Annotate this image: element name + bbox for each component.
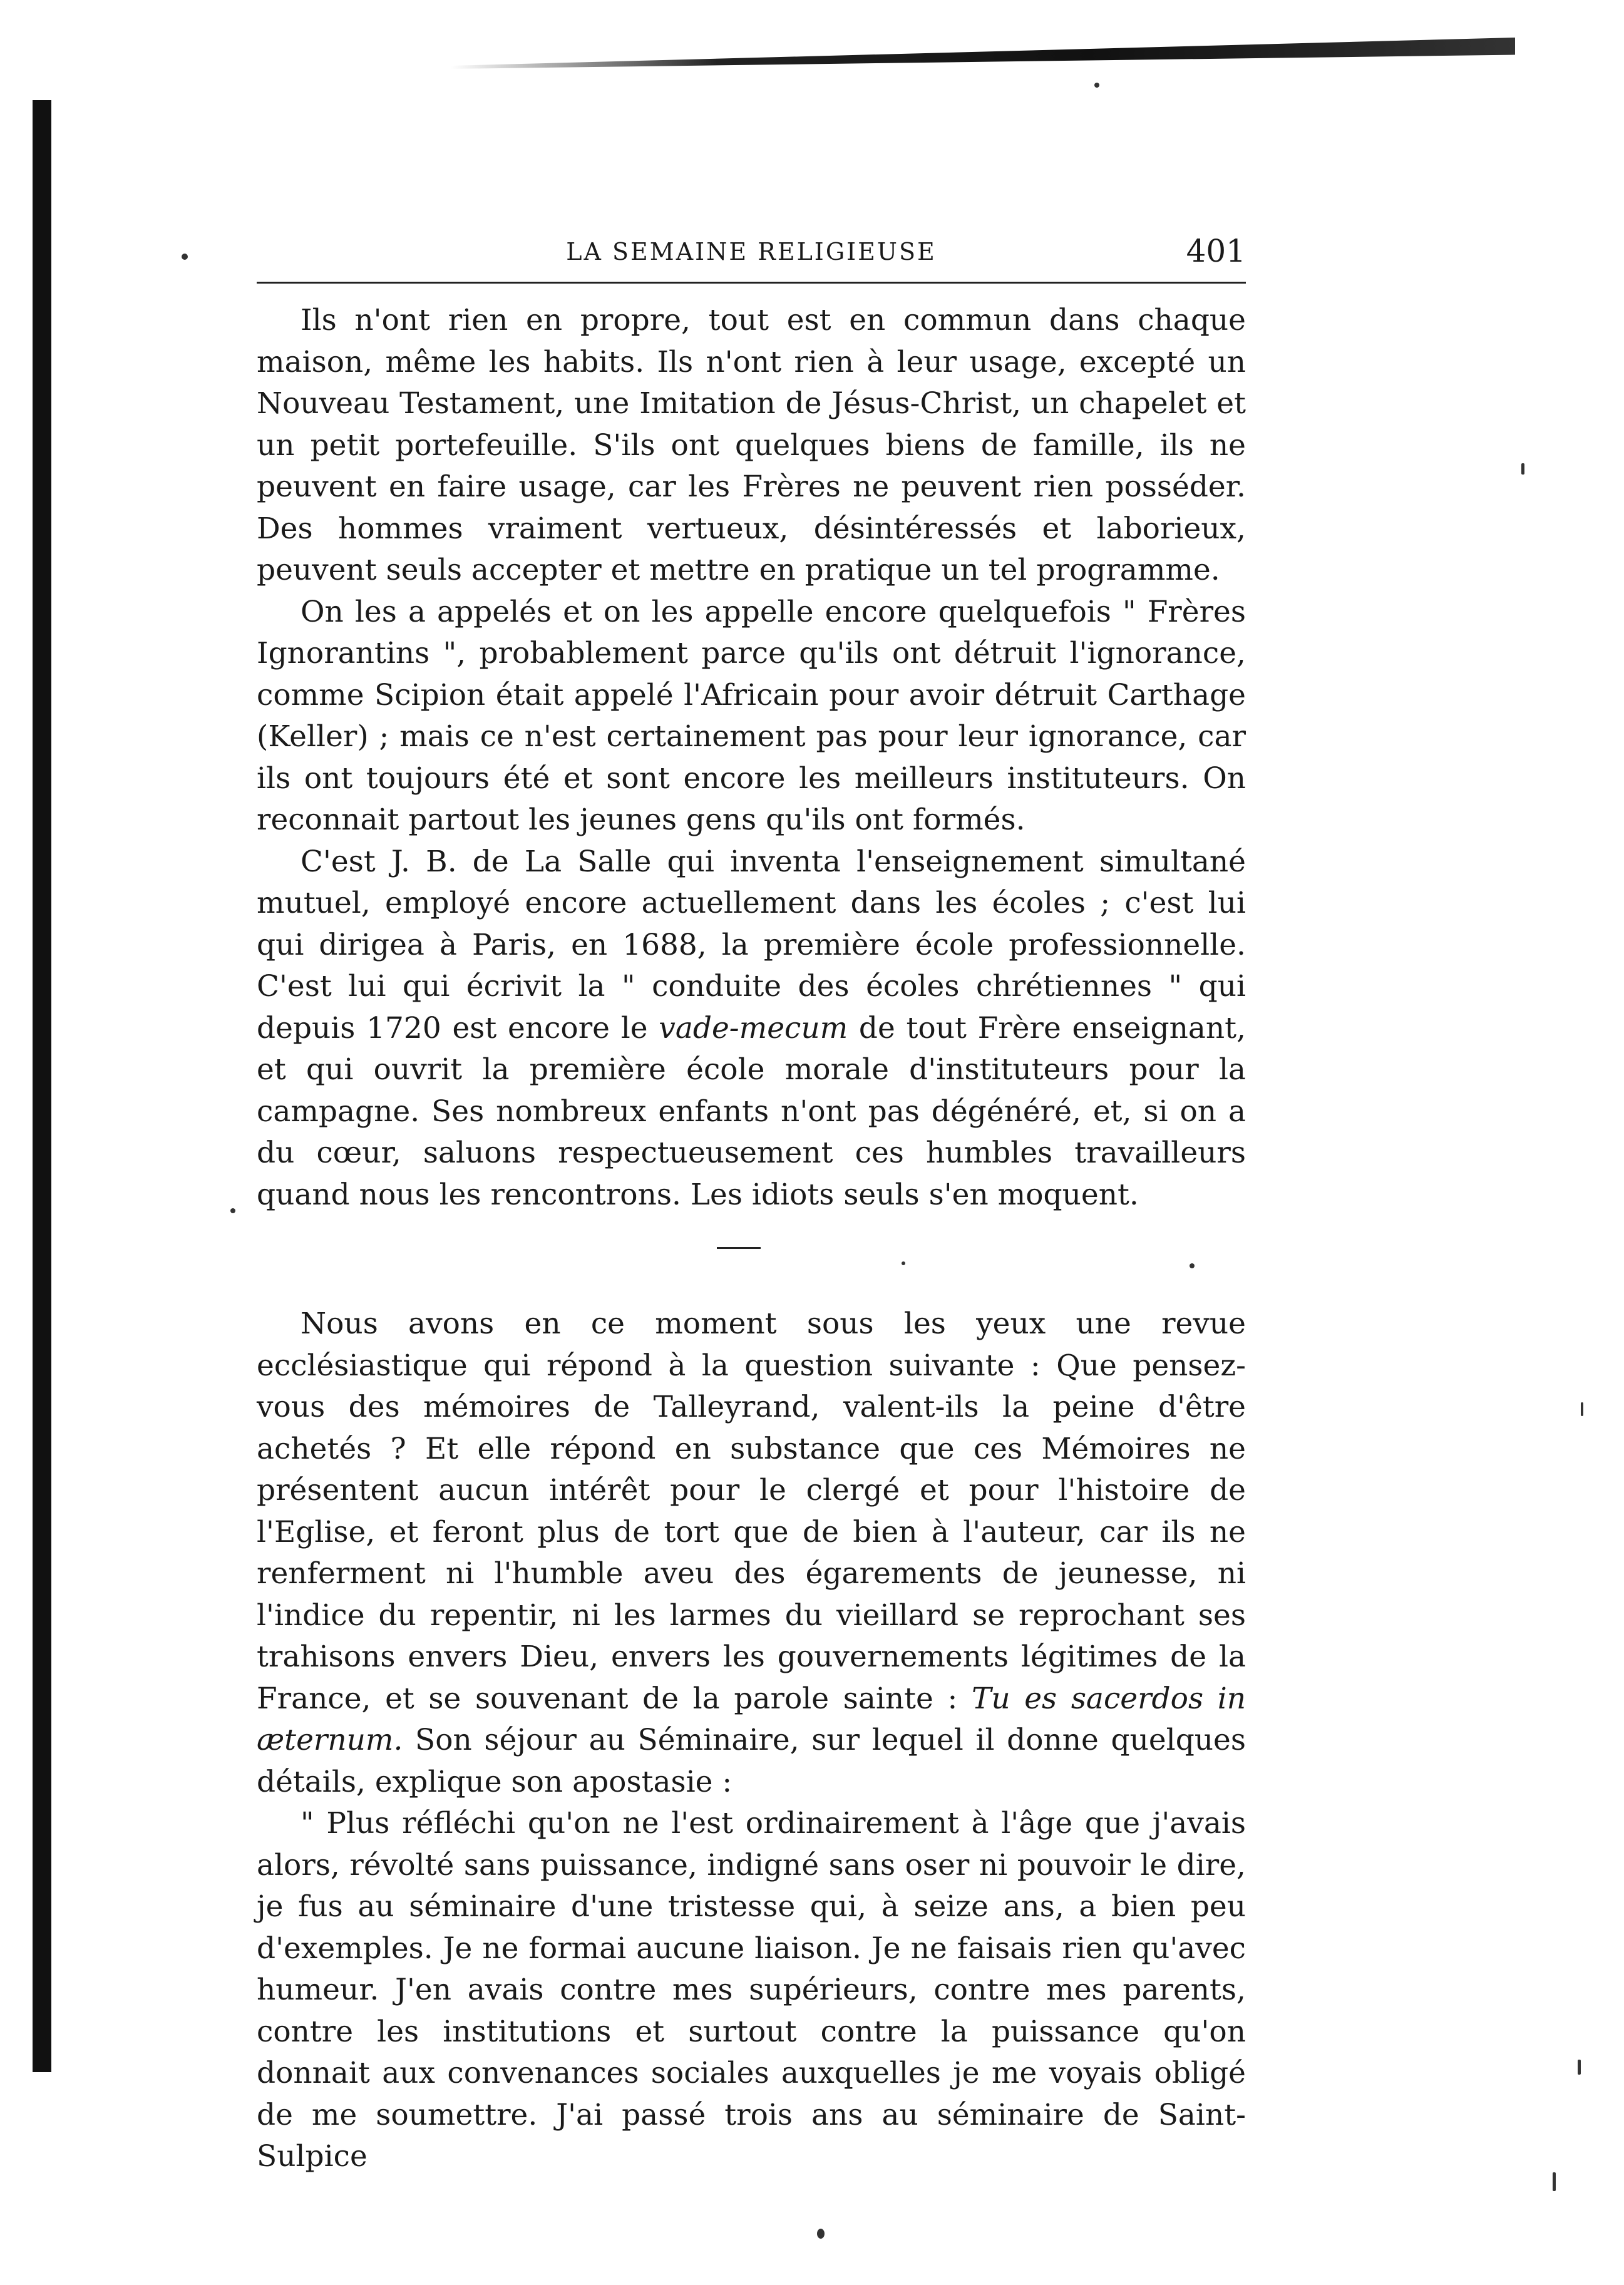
text-run: Nous avons en ce moment sous les yeux une revue ecclésiastique qui répond à la question suivante : Que pensez-vous des mémoires de Talleyrand, valent-ils la peine d'être achetés ? Et elle répond en substance que ces Mémoires ne présentent aucun intérêt pour le clergé et pour l'histoire de l'Eglise, et feront plus de tort que de bien à l'auteur, car ils ne renferment ni l'humble aveu des égarements de jeunesse, ni l'indice du repentir, ni les larmes du vieillard se reprochant ses trahisons envers Dieu, envers les gouvernements légitimes de la France, et se souvenant de la parole sainte : [257, 1307, 1246, 1716]
italic-term: vade-mecum [659, 1010, 848, 1045]
section-separator [257, 1216, 1246, 1303]
running-title: LA SEMAINE RELIGIEUSE [566, 238, 937, 265]
scan-speck [817, 2229, 825, 2239]
scan-edge-shadow [33, 100, 51, 2072]
text-run: C'est J. B. de La Salle qui inventa l'enseignement simultané mutuel, employé encore actuellement dans les écoles ; c'est lui qui dirigea à Paris, en 1688, la première école professionnelle. C'est lui qui écrivit la " conduite des écoles chrétiennes " qui depuis 1720 est encore le [257, 844, 1246, 1045]
text-run: Son séjour au Séminaire, sur lequel il donne quelques détails, explique son apostasie : [257, 1723, 1246, 1799]
scan-top-streak [451, 38, 1515, 69]
paragraph-freres-ignorantins: On les a appelés et on les appelle encore quelquefois " Frères Ignorantins ", probablement parce qu'ils ont détruit l'ignorance, comme Scipion était appelé l'Africain pour avoir détruit Carthage (Keller) ; mais ce n'est certainement pas pour leur ignorance, car ils ont toujours été et sont encore les meilleurs instituteurs. On reconnait partout les jeunes gens qu'ils ont formés. [257, 594, 1246, 837]
scan-speck [230, 1208, 235, 1213]
scan-speck [1581, 1402, 1583, 1416]
running-head [257, 232, 1246, 284]
scan-speck [1521, 463, 1524, 475]
scan-speck [1578, 2060, 1581, 2075]
text-run: de tout Frère enseignant, et qui ouvrit la première école morale d'instituteurs pour la campagne. Ses nombreux enfants n'ont pas dégénéré, et, si on a du cœur, saluons respectueusement ces humbles travailleurs quand nous les rencontrons. Les idiots seuls s'en moquent. [257, 1010, 1246, 1212]
scan-speck [1553, 2172, 1556, 2191]
scan-speck [182, 254, 188, 260]
separator-dash [717, 1247, 761, 1249]
page-number: 401 [1186, 233, 1246, 269]
page-content [257, 232, 1246, 2178]
paragraph-talleyrand-review [257, 1303, 1246, 1803]
scan-speck [1094, 83, 1099, 88]
paragraph-brothers-possessions: Ils n'ont rien en propre, tout est en commun dans chaque maison, même les habits. Ils n'ont rien à leur usage, excepté un Nouveau Testament, une Imitation de Jésus-Christ, un chapelet et un petit portefeuille. S'ils ont quelques biens de famille, ils ne peuvent en faire usage, car les Frères ne peuvent rien posséder. Des hommes vraiment vertueux, désintéressés et laborieux, peuvent seuls accepter et mettre en pratique un tel programme. [257, 303, 1246, 587]
italic-quotation: Tu es sacerdos in æternum. [257, 1681, 1246, 1757]
paragraph-talleyrand-quote: " Plus réfléchi qu'on ne l'est ordinairement à l'âge que j'avais alors, révolté sans puissance, indigné sans oser ni pouvoir le dire, je fus au séminaire d'une tristesse qui, à seize ans, a bien peu d'exemples. Je ne formai aucune liaison. Je ne faisais rien qu'avec humeur. J'en avais contre mes supérieurs, contre mes parents, contre les institutions et surtout contre la puissance qu'on donnait aux convenances sociales auxquelles je me voyais obligé de me soumettre. J'ai passé trois ans au séminaire de Saint-Sulpice [257, 1806, 1246, 2174]
paragraph-la-salle [257, 841, 1246, 1216]
